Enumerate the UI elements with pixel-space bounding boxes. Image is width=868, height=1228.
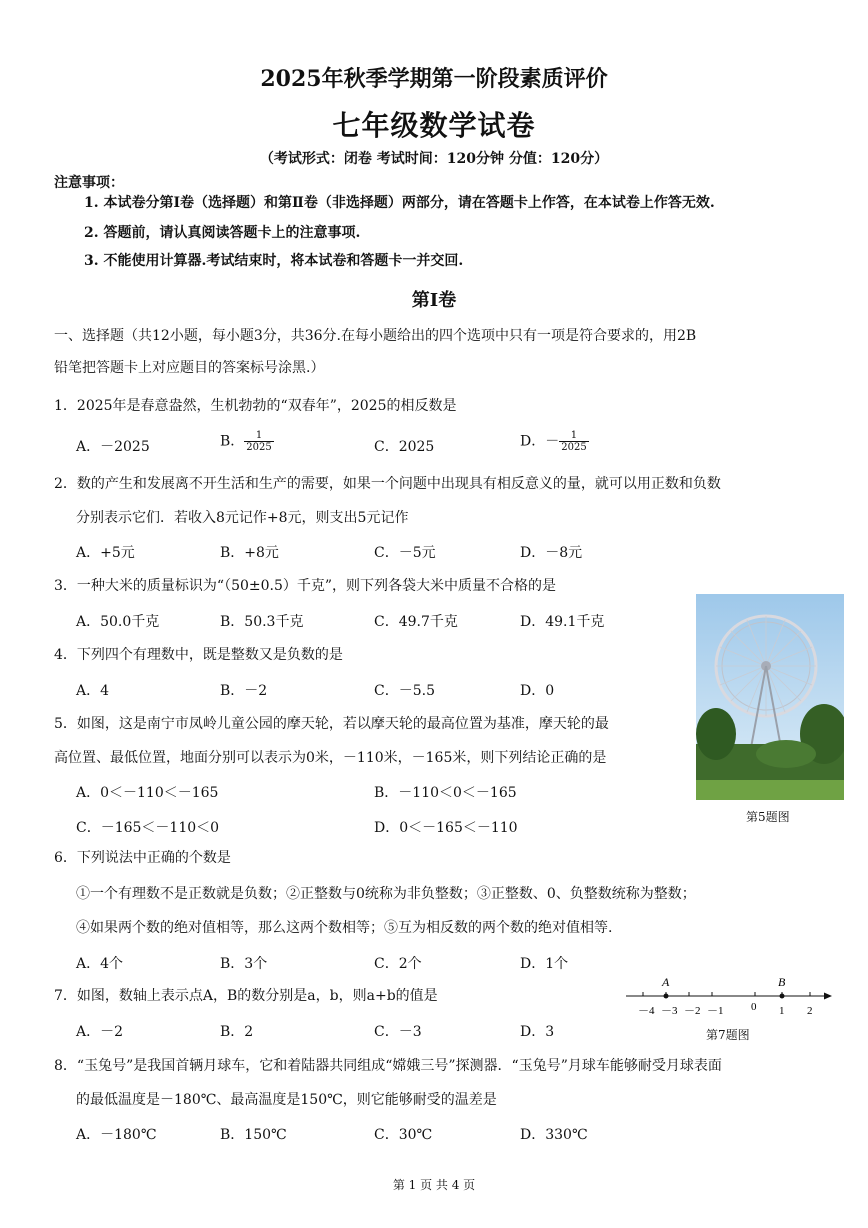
tick-label: 2 bbox=[807, 1005, 813, 1017]
ferris-wheel-illustration bbox=[696, 594, 844, 800]
fraction-numerator: 1 bbox=[559, 430, 588, 442]
option-d: D．49.1千克 bbox=[520, 614, 605, 630]
note-item: 2. 答题前，请认真阅读答题卡上的注意事项. bbox=[84, 225, 361, 241]
tick-label: 0 bbox=[751, 1001, 757, 1013]
option-d bbox=[520, 430, 589, 453]
question-stem: 1．2025年是春意盎然，生机勃勃的“双春年”，2025的相反数是 bbox=[54, 398, 457, 414]
option-b: B．+8元 bbox=[220, 545, 279, 561]
exam-title: 2025年秋季学期第一阶段素质评价 bbox=[260, 66, 608, 92]
option-b: B．50.3千克 bbox=[220, 614, 304, 630]
point-b-label: B bbox=[778, 975, 786, 989]
option-c: C．－3 bbox=[374, 1024, 422, 1040]
fraction bbox=[559, 430, 588, 453]
option-a: A．－2 bbox=[76, 1024, 124, 1040]
option-d: D．0＜－165＜－110 bbox=[374, 820, 518, 836]
option-d: D．330℃ bbox=[520, 1127, 588, 1143]
question-stem: 7．如图，数轴上表示点A，B的数分别是a，b，则a+b的值是 bbox=[54, 988, 438, 1004]
question-stem: 5．如图，这是南宁市凤岭儿童公园的摩天轮，若以摩天轮的最高位置为基准，摩天轮的最 bbox=[54, 716, 609, 732]
option-a: A．+5元 bbox=[76, 545, 135, 561]
tick-label: －3 bbox=[661, 1005, 678, 1017]
option-b: B．2 bbox=[220, 1024, 254, 1040]
figure-caption: 第7题图 bbox=[706, 1028, 750, 1042]
question-stem: 3．一种大米的质量标识为“（50±0.5）千克”，则下列各袋大米中质量不合格的是 bbox=[54, 578, 557, 594]
part-heading-line: 铅笔把答题卡上对应题目的答案标号涂黑.） bbox=[54, 360, 325, 376]
note-item: 3. 不能使用计算器.考试结束时，将本试卷和答题卡一并交回. bbox=[84, 253, 464, 269]
option-c: C．－5.5 bbox=[374, 683, 435, 699]
tick-label: －1 bbox=[707, 1005, 724, 1017]
option-b bbox=[220, 430, 274, 453]
question-stem: 高位置、最低位置，地面分别可以表示为0米，－110米，－165米，则下列结论正确的是 bbox=[54, 750, 607, 766]
fraction-denominator: 2025 bbox=[561, 442, 587, 453]
question-stem: 分别表示它们．若收入8元记作+8元，则支出5元记作 bbox=[76, 510, 409, 526]
option-d-prefix: D．－ bbox=[520, 433, 560, 450]
tick-label: －2 bbox=[684, 1005, 701, 1017]
figure-caption: 第5题图 bbox=[746, 810, 790, 824]
statement-line: ④如果两个数的绝对值相等，那么这两个数相等；⑤互为相反数的两个数的绝对值相等. bbox=[76, 920, 613, 936]
tick-label: 1 bbox=[779, 1005, 785, 1017]
option-b: B．150℃ bbox=[220, 1127, 287, 1143]
option-c: C．－5元 bbox=[374, 545, 436, 561]
option-a: A．4个 bbox=[76, 956, 124, 972]
option-c: C．－165＜－110＜0 bbox=[76, 820, 220, 836]
point-a bbox=[664, 994, 669, 999]
option-d: D．0 bbox=[520, 683, 555, 699]
tick-label: －4 bbox=[638, 1005, 655, 1017]
option-b: B．3个 bbox=[220, 956, 268, 972]
ferris-wheel-photo bbox=[696, 594, 844, 800]
option-d: D．－8元 bbox=[520, 545, 583, 561]
exam-info: （考试形式：闭卷 考试时间：120分钟 分值：120分） bbox=[259, 151, 609, 167]
section-title: 第Ⅰ卷 bbox=[411, 290, 457, 311]
question-stem: 的最低温度是－180℃、最高温度是150℃，则它能够耐受的温差是 bbox=[76, 1092, 497, 1108]
note-item: 1. 本试卷分第Ⅰ卷（选择题）和第Ⅱ卷（非选择题）两部分，请在答题卡上作答，在本试卷上作答无效. bbox=[84, 195, 715, 211]
option-c: C．49.7千克 bbox=[374, 614, 458, 630]
point-a-label: A bbox=[662, 975, 670, 989]
option-c: C．2025 bbox=[374, 439, 435, 455]
option-b: B．－2 bbox=[220, 683, 268, 699]
question-stem: 4．下列四个有理数中，既是整数又是负数的是 bbox=[54, 647, 343, 663]
option-a: A．－180℃ bbox=[76, 1127, 157, 1143]
part-heading-line: 一、选择题（共12小题，每小题3分，共36分.在每小题给出的四个选项中只有一项是符合要求的，用2B bbox=[54, 328, 697, 344]
option-a: A．0＜－110＜－165 bbox=[76, 785, 219, 801]
page-footer: 第 1 页 共 4 页 bbox=[392, 1178, 476, 1192]
fraction bbox=[244, 430, 273, 453]
question-stem: 8．“玉兔号”是我国首辆月球车，它和着陆器共同组成“嫦娥三号”探测器．“玉兔号”月球车能够耐受月球表面 bbox=[54, 1058, 722, 1074]
option-a: A．50.0千克 bbox=[76, 614, 160, 630]
notes-heading: 注意事项： bbox=[54, 175, 124, 191]
question-stem: 2．数的产生和发展离不开生活和生产的需要，如果一个问题中出现具有相反意义的量，就可以用正数和负数 bbox=[54, 476, 721, 492]
option-a: A．－2025 bbox=[76, 439, 150, 455]
option-c: C．30℃ bbox=[374, 1127, 433, 1143]
number-line bbox=[620, 974, 840, 1022]
exam-subtitle: 七年级数学试卷 bbox=[332, 109, 536, 142]
fraction-denominator: 2025 bbox=[246, 442, 272, 453]
option-b-prefix: B． bbox=[220, 433, 245, 450]
number-line-arrow bbox=[824, 993, 832, 1000]
option-d: D．3 bbox=[520, 1024, 555, 1040]
point-b bbox=[780, 994, 785, 999]
option-b: B．－110＜0＜－165 bbox=[374, 785, 517, 801]
option-a: A．4 bbox=[76, 683, 110, 699]
option-c: C．2个 bbox=[374, 956, 422, 972]
fraction-numerator: 1 bbox=[244, 430, 273, 442]
statement-line: ①一个有理数不是正数就是负数；②正整数与0统称为非负整数；③正整数、0、负整数统称为整数； bbox=[76, 886, 696, 902]
question-stem: 6．下列说法中正确的个数是 bbox=[54, 850, 231, 866]
option-d: D．1个 bbox=[520, 956, 569, 972]
